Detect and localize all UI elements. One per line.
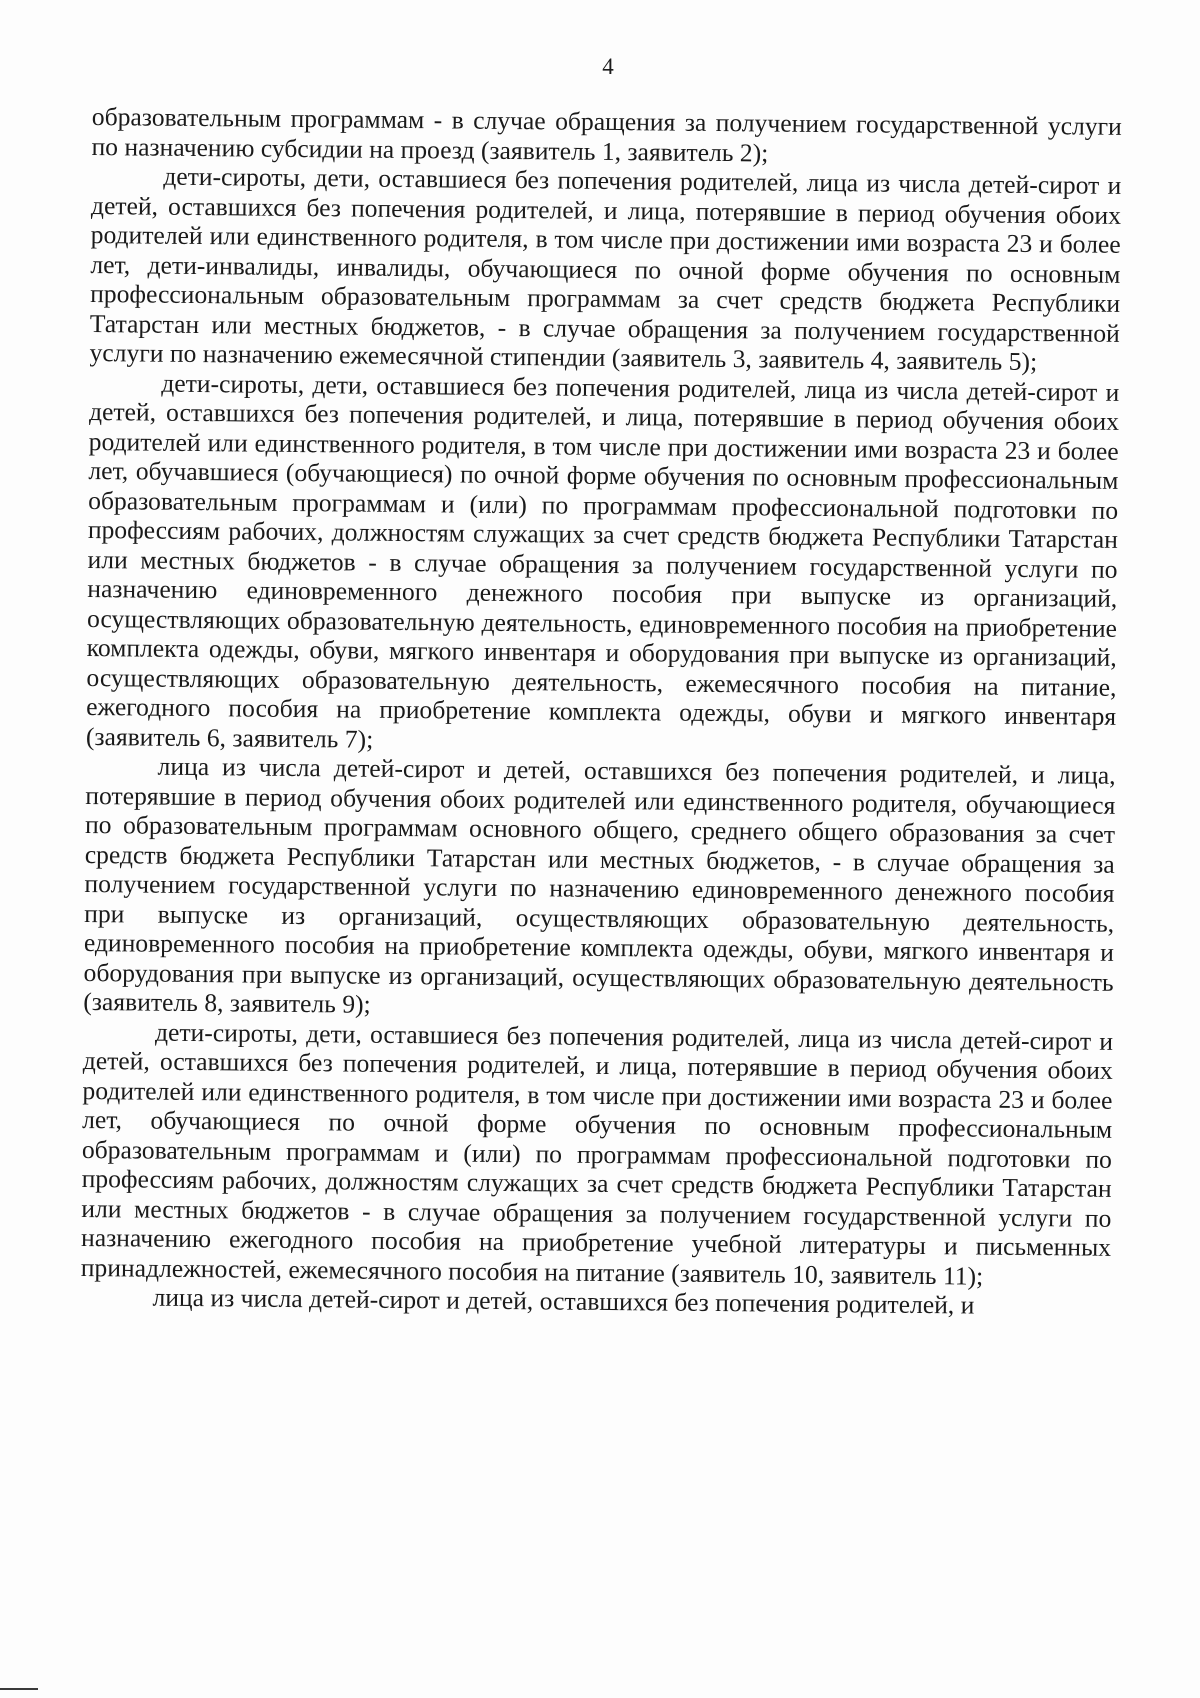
- scan-edge-mark: [0, 1688, 38, 1690]
- paragraph-continuation: образовательным программам - в случае обращения за получением государственной услуги по назначению субсидии на проезд (заявитель 1, заявитель 2);: [91, 102, 1122, 167]
- paragraph-applicants-6-7: дети-сироты, дети, оставшиеся без попечения родителей, лица из числа детей-сирот и детей, оставшихся без попечения родителей, и лица, потерявшие в период обучения обоих родителей или единственного родителя, в том числе при достижении ими возраста 23 и более лет, обучавшиеся (обучающиеся) по очной форме обучения по основным профессиональным образовательным программам и (или) по программам профессиональной подготовки по профессиям рабочих, должностям служащих за счет средств бюджета Республики Татарстан или местных бюджетов - в случае обращения за получением государственной услуги по назначению единовременного денежного пособия при выпуске из организаций, осуществляющих образовательную деятельность, единовременного пособия на приобретение комплекта одежды, обуви, мягкого инвентаря и оборудования при выпуске из организаций, осуществляющих образовательную деятельность, ежемесячного пособия на питание, ежегодного пособия на приобретение комплекта одежды, обуви и мягкого инвентаря (заявитель 6, заявитель 7);: [85, 368, 1120, 754]
- paragraph-applicants-10-11: дети-сироты, дети, оставшиеся без попечения родителей, лица из числа детей-сирот и детей, оставшихся без попечения родителей, и лица, потерявшие в период обучения обоих родителей или единственного родителя, в том числе при достижении ими возраста 23 и более лет, обучающиеся по очной форме обучения по основным профессиональным образовательным программам и (или) по программам профессиональной подготовки по профессиям рабочих, должностям служащих за счет средств бюджета Республики Татарстан или местных бюджетов - в случае обращения за получением государственной услуги по назначению ежегодного пособия на приобретение учебной литературы и письменных принадлежностей, ежемесячного пособия на питание (заявитель 10, заявитель 11);: [80, 1017, 1114, 1291]
- paragraph-applicants-3-5: дети-сироты, дети, оставшиеся без попечения родителей, лица из числа детей-сирот и детей, оставшихся без попечения родителей, и лица, потерявшие в период обучения обоих родителей или единственного родителя, в том числе при достижении ими возраста 23 и более лет, дети-инвалиды, инвалиды, обучающиеся по очной форме обучения по основным профессиональным образовательным программам за счет средств бюджета Республики Татарстан или местных бюджетов, - в случае обращения за получением государственной услуги по назначению ежемесячной стипендии (заявитель 3, заявитель 4, заявитель 5);: [89, 161, 1122, 377]
- paragraph-last-line: лица из числа детей-сирот и детей, оставшихся без попечения родителей, и: [152, 1282, 975, 1320]
- page-number: 4: [602, 54, 614, 79]
- document-body: [80, 102, 1122, 1321]
- paragraph-applicants-8-9: лица из числа детей-сирот и детей, оставшихся без попечения родителей, и лица, потерявшие в период обучения обоих родителей или единственного родителя, обучающиеся по образовательным программам основного общего, среднего общего образования за счет средств бюджета Республики Татарстан или местных бюджетов, - в случае обращения за получением государственной услуги по назначению единовременного денежного пособия при выпуске из организаций, осуществляющих образовательную деятельность, единовременного пособия на приобретение комплекта одежды, обуви, мягкого инвентаря и оборудования при выпуске из организаций, осуществляющих образовательную деятельность (заявитель 8, заявитель 9);: [83, 751, 1116, 1019]
